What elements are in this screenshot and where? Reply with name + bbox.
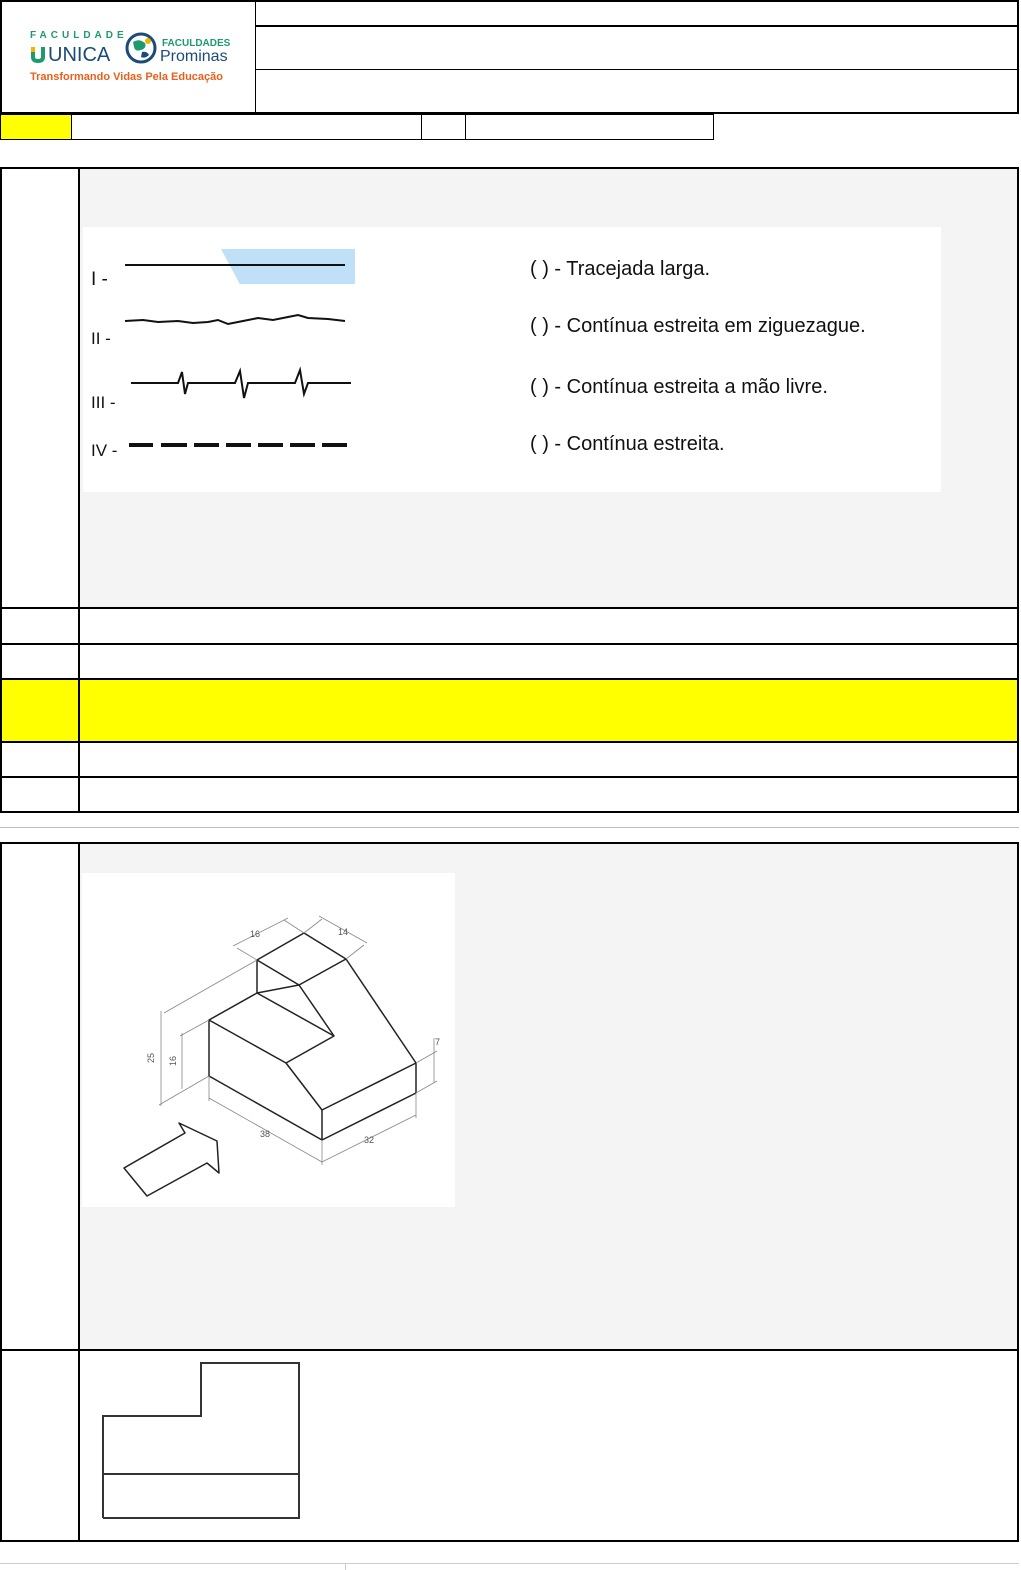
question-separator (0, 827, 1019, 828)
faculdade-label: FACULDADE (30, 30, 128, 41)
answer-row-d[interactable] (2, 741, 1017, 776)
line-label-3: III - (91, 393, 116, 412)
header-divider-1 (256, 25, 1019, 27)
option-text-3: ( ) - Contínua estreita a mão livre. (530, 376, 828, 398)
tagline: Transformando Vidas Pela Educação (30, 71, 223, 83)
dimension-label: 7 (435, 1037, 441, 1047)
option-text-2: ( ) - Contínua estreita em ziguezague. (530, 315, 866, 337)
option-text-1: ( ) - Tracejada larga. (530, 258, 711, 280)
dimension-label: 32 (364, 1135, 375, 1145)
dimension-label: 16 (168, 1055, 178, 1066)
unica-u-icon (30, 46, 46, 64)
line-label-4: IV - (91, 441, 118, 460)
globe-icon (125, 32, 157, 64)
answer-row-c-highlighted[interactable] (2, 678, 1017, 741)
info-strip-highlight (0, 114, 72, 140)
line-label-1: I - (91, 269, 108, 290)
line-samples (83, 227, 941, 492)
header-logo-cell (2, 2, 256, 112)
answer-row-a[interactable] (2, 607, 1017, 643)
answer-row-c-number-divider (78, 678, 80, 741)
prominas-label: Prominas (160, 48, 228, 65)
zigzag-line-sample (131, 370, 351, 398)
line-label-2: II - (91, 329, 111, 348)
header-divider-2 (256, 69, 1019, 70)
front-view-drawing (100, 1360, 310, 1526)
footer-rule-divider (345, 1563, 346, 1570)
freehand-line-sample (125, 315, 345, 324)
info-strip-cell-2 (421, 114, 466, 140)
isometric-drawing (82, 873, 455, 1207)
dimension-label: 14 (338, 927, 349, 937)
dimension-label: 38 (260, 1129, 271, 1139)
isometric-figure (82, 873, 455, 1207)
footer-rule (0, 1563, 1019, 1564)
dimension-label: 16 (250, 929, 261, 939)
info-strip-cell-3 (465, 114, 714, 140)
faculdades-label: FACULDADES (162, 38, 231, 49)
answer-row-e[interactable] (2, 776, 1017, 811)
answer-row-b[interactable] (2, 643, 1017, 678)
info-strip-cell-1 (71, 114, 422, 140)
option-text-4: ( ) - Contínua estreita. (530, 433, 725, 455)
dimension-label: 25 (146, 1052, 156, 1063)
line-types-figure (83, 227, 941, 492)
unica-label: UNICA (48, 44, 111, 66)
